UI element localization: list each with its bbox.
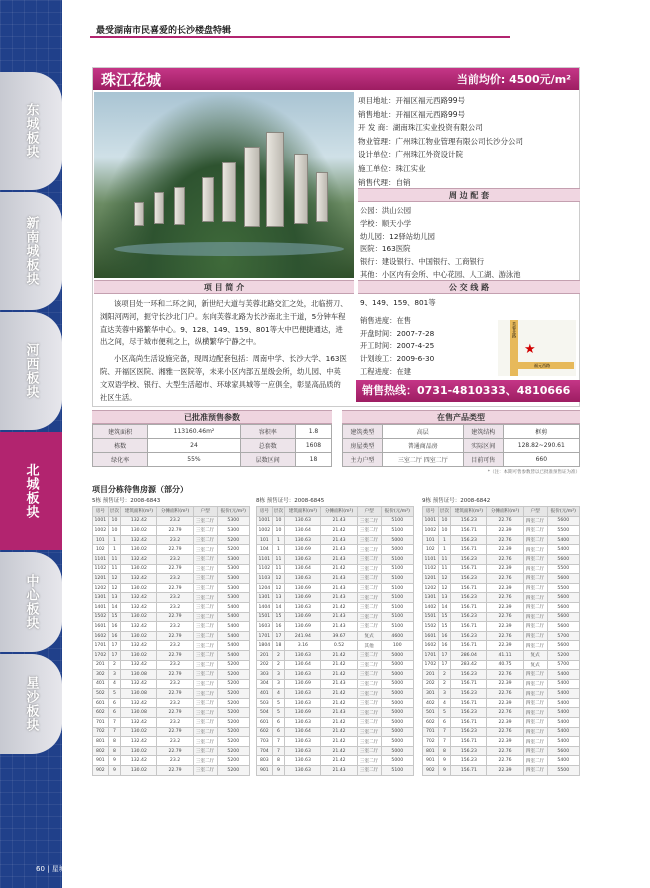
table-row: 704 7 130.63 21.42 三室二厅 5000: [257, 746, 414, 756]
table-row: 901 9 156.23 22.76 四室二厅 5400: [423, 756, 580, 766]
table-row: 902 9 130.02 22.79 三室二厅 5200: [93, 766, 250, 776]
table-row: 1702 17 130.02 22.79 三室二厅 5400: [93, 650, 250, 660]
table-row: 304 3 130.69 21.43 三室二厅 5000: [257, 679, 414, 689]
side-tab-xingsha[interactable]: 星沙板块: [0, 654, 62, 754]
sales-hotline: 销售热线：0731-4810333、4810666: [356, 380, 580, 402]
product-types: 在售产品类型 建筑类型 高层 建筑结构 框剪 房屋类型 普通商品房 实际区间 128.82~290.61 主力户型 三室二厅 四室二厅 目前可售 660 *（注：本期可售参数皆以已批准预售证为准）: [342, 410, 580, 475]
sales-title: 项目分栋待售房源（部分）: [92, 485, 188, 494]
table-row: 1501 15 130.69 21.43 三室二厅 5100: [257, 612, 414, 622]
table-row: 701 7 132.42 23.2 三室二厅 5200: [93, 718, 250, 728]
table-row: 602 6 130.08 22.79 三室二厅 5200: [93, 708, 250, 718]
table-row: 302 3 130.08 22.79 三室二厅 5200: [93, 670, 250, 680]
table-row: 1001 10 156.23 22.76 四室二厅 5600: [423, 516, 580, 526]
table-row: 601 6 130.63 21.42 三室二厅 5000: [257, 718, 414, 728]
side-tab-dongcheng[interactable]: 东城板块: [0, 72, 62, 190]
table-row: 303 3 130.63 21.42 三室二厅 5000: [257, 670, 414, 680]
table-row: 801 8 132.42 23.2 三室二厅 5200: [93, 737, 250, 747]
table-row: 1001 10 132.42 23.2 三室二厅 5300: [93, 516, 250, 526]
side-tab-xinnancheng[interactable]: 新南城板块: [0, 192, 62, 310]
table-row: 1002 10 130.64 21.42 三室二厅 5100: [257, 526, 414, 536]
table-row: 1102 11 130.64 21.42 三室二厅 5100: [257, 564, 414, 574]
table-row: 902 9 156.71 22.39 四室二厅 5500: [423, 766, 580, 776]
table-row: 1201 12 156.23 22.76 四室二厅 5600: [423, 574, 580, 584]
listing-caption: 8栋 预售证号：2008-6845: [256, 498, 325, 504]
table-row: 401 4 132.42 23.2 三室二厅 5200: [93, 679, 250, 689]
table-row: 104 1 130.69 21.43 三室二厅 5000: [257, 545, 414, 555]
table-row: 102 1 130.02 22.79 三室二厅 5200: [93, 545, 250, 555]
magazine-tag: 最受湖南市民喜爱的长沙楼盘特辑: [90, 20, 510, 38]
side-tab-beicheng[interactable]: 北城板块: [0, 432, 62, 550]
table-row: 602 6 130.64 21.42 三室二厅 5000: [257, 727, 414, 737]
table-row: 502 5 130.08 22.79 三室二厅 5200: [93, 689, 250, 699]
table-row: 701 7 156.23 22.76 四室二厅 5400: [423, 727, 580, 737]
table-row: 1601 16 132.42 23.2 三室二厅 5400: [93, 622, 250, 632]
table-row: 1202 12 130.02 22.79 三室二厅 5300: [93, 583, 250, 593]
table-row: 1101 11 156.23 22.76 四室二厅 5600: [423, 554, 580, 564]
table-row: 1204 12 130.69 21.43 三室二厅 5100: [257, 583, 414, 593]
table-row: 1002 10 156.71 22.39 四室二厅 5500: [423, 526, 580, 536]
listing-caption: 5栋 预售证号：2008-6843: [92, 498, 161, 504]
table-row: 1101 11 132.42 23.2 三室二厅 5300: [93, 554, 250, 564]
table-row: 1102 11 156.71 22.39 四室二厅 5500: [423, 564, 580, 574]
table-row: 1804 18 3.16 0.52 其他 100: [257, 641, 414, 651]
listing-table-1: 5栋 预售证号：2008-6843 房号 层次 建筑面积(m²) 分摊面积(m²) 户型 报价(元/m²) 1001 10 132.42 23.2 三室二厅 5300 1002 10 130.02 22.79 三室二厅 5300 101 1 132.42 23.2 三室二厅 5200 102 1 130.02 22.79 三室二厅 5200 1101 11 132.42 23.2 三室二厅 5300 1102 11 130.02 22.79 三室二厅 5300 1201 12 132.42 23.2 三室二厅 5300 1202 12 130.02 22.79 三室二厅 5300 1301 13 132.42 23.2 三室二厅 5300 1401 14 132.42 23.2 三室二厅 5400 1502 15 130.02 22.79 三室二厅 5400 1601 16 132.42 23.2 三室二厅 5400 1602 16 130.02 22.79 三室二厅 5400 1701 17 132.42 23.2 三室二厅 5400 1702 17 130.02 22.79 三室二厅 5400 201 2 132.42 23.2 三室二厅 5200 302 3 130.08 22.79 三室二厅 5200 401 4 132.42 23.2 三室二厅 5200 502 5 130.08 22.79 三室二厅 5200 601 6 132.42 23.2 三室二厅 5200 602 6 130.08 22.79 三室二厅 5200 701 7 132.42 23.2 三室二厅 5200 702 7 130.02 22.79 三室二厅 5200 801 8 132.42 23.2 三室二厅 5200 802 8 130.02 22.79 三室二厅 5200 901 9 132.42 23.2 三室二厅 5200 902 9 130.02 22.79 三室二厅 5200: [92, 496, 250, 776]
table-row: 1301 13 156.23 22.76 四室二厅 5600: [423, 593, 580, 603]
table-row: 201 2 156.23 22.76 四室二厅 5400: [423, 670, 580, 680]
location-map: 芙蓉北路 福元西路 ★: [498, 320, 576, 376]
table-row: 201 2 132.42 23.2 三室二厅 5200: [93, 660, 250, 670]
listing-table-3: 9栋 预售证号：2008-6842 房号 层次 建筑面积(m²) 分摊面积(m²) 户型 报价(元/m²) 1001 10 156.23 22.76 四室二厅 5600 1002 10 156.71 22.39 四室二厅 5500 101 1 156.23 22.76 四室二厅 5400 102 1 156.71 22.39 四室二厅 5400 1101 11 156.23 22.76 四室二厅 5600 1102 11 156.71 22.39 四室二厅 5500 1201 12 156.23 22.76 四室二厅 5600 1202 12 156.71 22.39 四室二厅 5500 1301 13 156.23 22.76 四室二厅 5600 1402 14 156.71 22.39 四室二厅 5600 1501 15 156.23 22.76 四室二厅 5600 1502 15 156.71 22.39 四室二厅 5600 1601 16 156.23 22.76 四室二厅 5700 1602 16 156.71 22.39 四室二厅 5600 1701 17 286.04 41.11 复式 5200 1702 17 283.42 40.75 复式 5700 201 2 156.23 22.76 四室二厅 5400 202 2 156.71 22.39 四室二厅 5400 301 3 156.23 22.76 四室二厅 5400 402 4 156.71 22.39 四室二厅 5400 501 5 156.23 22.76 四室二厅 5400 602 6 156.71 22.39 四室二厅 5400 701 7 156.23 22.76 四室二厅 5400 702 7 156.71 22.39 四室二厅 5400 801 8 156.23 22.76 四室二厅 5600 901 9 156.23 22.76 四室二厅 5400 902 9 156.71 22.39 四室二厅 5500: [422, 496, 580, 776]
table-row: 1602 16 130.02 22.79 三室二厅 5400: [93, 631, 250, 641]
table-row: 101 1 130.63 21.43 三室二厅 5000: [257, 535, 414, 545]
table-row: 202 2 130.64 21.42 三室二厅 5000: [257, 660, 414, 670]
table-row: 901 9 132.42 23.2 三室二厅 5200: [93, 756, 250, 766]
table-row: 602 6 156.71 22.39 四室二厅 5400: [423, 718, 580, 728]
table-row: 803 8 130.63 21.42 三室二厅 5000: [257, 756, 414, 766]
project-title: 珠江花城: [101, 70, 162, 89]
table-row: 1601 16 156.23 22.76 四室二厅 5700: [423, 631, 580, 641]
table-row: 1001 10 130.63 21.43 三室二厅 5100: [257, 516, 414, 526]
table-row: 1102 11 130.02 22.79 三室二厅 5300: [93, 564, 250, 574]
table-row: 1301 13 130.69 21.43 三室二厅 5100: [257, 593, 414, 603]
table-row: 1201 12 132.42 23.2 三室二厅 5300: [93, 574, 250, 584]
table-row: 1401 14 132.42 23.2 三室二厅 5400: [93, 602, 250, 612]
table-row: 504 5 130.69 21.43 三室二厅 5000: [257, 708, 414, 718]
table-row: 1301 13 132.42 23.2 三室二厅 5300: [93, 593, 250, 603]
table-row: 101 1 132.42 23.2 三室二厅 5200: [93, 535, 250, 545]
table-row: 102 1 156.71 22.39 四室二厅 5400: [423, 545, 580, 555]
table-row: 901 9 130.63 21.43 三室二厅 5100: [257, 766, 414, 776]
table-row: 201 2 130.63 21.42 三室二厅 5000: [257, 650, 414, 660]
table-row: 1103 12 130.63 21.43 三室二厅 5100: [257, 574, 414, 584]
table-row: 1701 17 241.94 39.67 复式 4600: [257, 631, 414, 641]
table-row: 703 7 130.63 21.42 三室二厅 5000: [257, 737, 414, 747]
table-row: 501 5 156.23 22.76 四室二厅 5400: [423, 708, 580, 718]
table-row: 202 2 156.71 22.39 四室二厅 5400: [423, 679, 580, 689]
approved-params: 已批准预售参数 建筑面积 113160.46m² 容积率 1.8 栋数 24 总套数 1608 绿化率 55% 层数区间 18: [92, 410, 332, 467]
table-row: 702 7 156.71 22.39 四室二厅 5400: [423, 737, 580, 747]
project-info: 项目地址：开福区福元西路99号 销售地址：开福区福元西路99号 开 发 商：湖南珠江实业投资有限公司 物业管理：广州珠江物业管理有限公司长沙分公司 设计单位：广州珠江外资设计院 施工单位：珠江实业 销售代理：自销: [358, 96, 523, 187]
table-row: 1501 15 156.23 22.76 四室二厅 5600: [423, 612, 580, 622]
table-row: 301 3 156.23 22.76 四室二厅 5400: [423, 689, 580, 699]
location-star-icon: ★: [524, 342, 536, 357]
footer: 60 | 星城新楼盘网联合长沙房地产网 www.0731fdc.com: [36, 865, 217, 873]
listing-caption: 9栋 预售证号：2008-6842: [422, 498, 491, 504]
table-row: 702 7 130.02 22.79 三室二厅 5200: [93, 727, 250, 737]
table-row: 801 8 156.23 22.76 四室二厅 5600: [423, 746, 580, 756]
table-row: 601 6 132.42 23.2 三室二厅 5200: [93, 698, 250, 708]
transit-section: 公 交 线 路 9、149、159、801等 销售进度：在售 开盘时间：2007-7-28 开工时间：2007-4-25 计划竣工：2009-6-30 工程进度：在建 芙蓉北路 福元西路 ★: [358, 280, 580, 381]
table-row: 402 4 156.71 22.39 四室二厅 5400: [423, 698, 580, 708]
table-row: 1502 15 156.71 22.39 四室二厅 5600: [423, 622, 580, 632]
table-row: 401 4 130.63 21.42 三室二厅 5000: [257, 689, 414, 699]
table-row: 1202 12 156.71 22.39 四室二厅 5500: [423, 583, 580, 593]
table-row: 1002 10 130.02 22.79 三室二厅 5300: [93, 526, 250, 536]
table-row: 1101 11 130.63 21.43 三室二厅 5100: [257, 554, 414, 564]
table-row: 1402 14 156.71 22.39 四室二厅 5600: [423, 602, 580, 612]
table-row: 503 5 130.63 21.42 三室二厅 5000: [257, 698, 414, 708]
table-row: 1502 15 130.02 22.79 三室二厅 5400: [93, 612, 250, 622]
table-row: 1602 16 156.71 22.39 四室二厅 5600: [423, 641, 580, 651]
surroundings-section: 周 边 配 套 公园：洪山公园 学校：顺天小学 幼儿园：12驿站幼儿园 医院：163医院 银行：建设银行、中国银行、工商银行 其他：小区内有会所、中心花园、人工湖、游泳池: [358, 188, 580, 285]
listing-table-2: 8栋 预售证号：2008-6845 房号 层次 建筑面积(m²) 分摊面积(m²) 户型 报价(元/m²) 1001 10 130.63 21.43 三室二厅 5100 1002 10 130.64 21.42 三室二厅 5100 101 1 130.63 21.43 三室二厅 5000 104 1 130.69 21.43 三室二厅 5000 1101 11 130.63 21.43 三室二厅 5100 1102 11 130.64 21.42 三室二厅 5100 1103 12 130.63 21.43 三室二厅 5100 1204 12 130.69 21.43 三室二厅 5100 1301 13 130.69 21.43 三室二厅 5100 1404 14 130.63 21.42 三室二厅 5100 1501 15 130.69 21.43 三室二厅 5100 1603 16 130.69 21.43 三室二厅 5100 1701 17 241.94 39.67 复式 4600 1804 18 3.16 0.52 其他 100 201 2 130.63 21.42 三室二厅 5000 202 2 130.64 21.42 三室二厅 5000 303 3 130.63 21.42 三室二厅 5000 304 3 130.69 21.43 三室二厅 5000 401 4 130.63 21.42 三室二厅 5000 503 5 130.63 21.42 三室二厅 5000 504 5 130.69 21.43 三室二厅 5000 601 6 130.63 21.42 三室二厅 5000 602 6 130.64 21.42 三室二厅 5000 703 7 130.63 21.42 三室二厅 5000 704 7 130.63 21.42 三室二厅 5000 803 8 130.63 21.42 三室二厅 5000 901 9 130.63 21.43 三室二厅 5100: [256, 496, 414, 776]
intro-section: 项 目 简 介 该项目处一环和二环之间，新世纪大道与芙蓉北路交汇之处，北临捞刀、浏阳河两河，扼守长沙北门户。东向芙蓉北路为长沙南北主干道，5分钟车程直达芙蓉中路繁华中心。9、128、149、159、801等大中巴便捷通达，进出之间，尽于城市便利之上，纵横繁华宁静之中。 小区高尚生活设施完备，现周边配套包括：周南中学、长沙大学、163医院、开福区医院、湘雅一医院等，未来小区内部五星级会所，幼儿园、中英文双语学校、银行、大型生活超市、环球家具城等一应俱全，彰显高品质的社区生活。: [94, 280, 354, 404]
table-row: 1404 14 130.63 21.42 三室二厅 5100: [257, 602, 414, 612]
table-row: 1701 17 132.42 23.2 三室二厅 5400: [93, 641, 250, 651]
table-row: 1701 17 286.04 41.11 复式 5200: [423, 650, 580, 660]
average-price: 当前均价: 4500元/m²: [456, 73, 571, 86]
table-row: 1603 16 130.69 21.43 三室二厅 5100: [257, 622, 414, 632]
side-tab-hexi[interactable]: 河西板块: [0, 312, 62, 430]
table-row: 101 1 156.23 22.76 四室二厅 5400: [423, 535, 580, 545]
project-rendering-image: [94, 92, 354, 278]
side-tab-zhongxin[interactable]: 中心板块: [0, 552, 62, 652]
table-row: 802 8 130.02 22.79 三室二厅 5200: [93, 746, 250, 756]
table-row: 1702 17 283.42 40.75 复式 5700: [423, 660, 580, 670]
